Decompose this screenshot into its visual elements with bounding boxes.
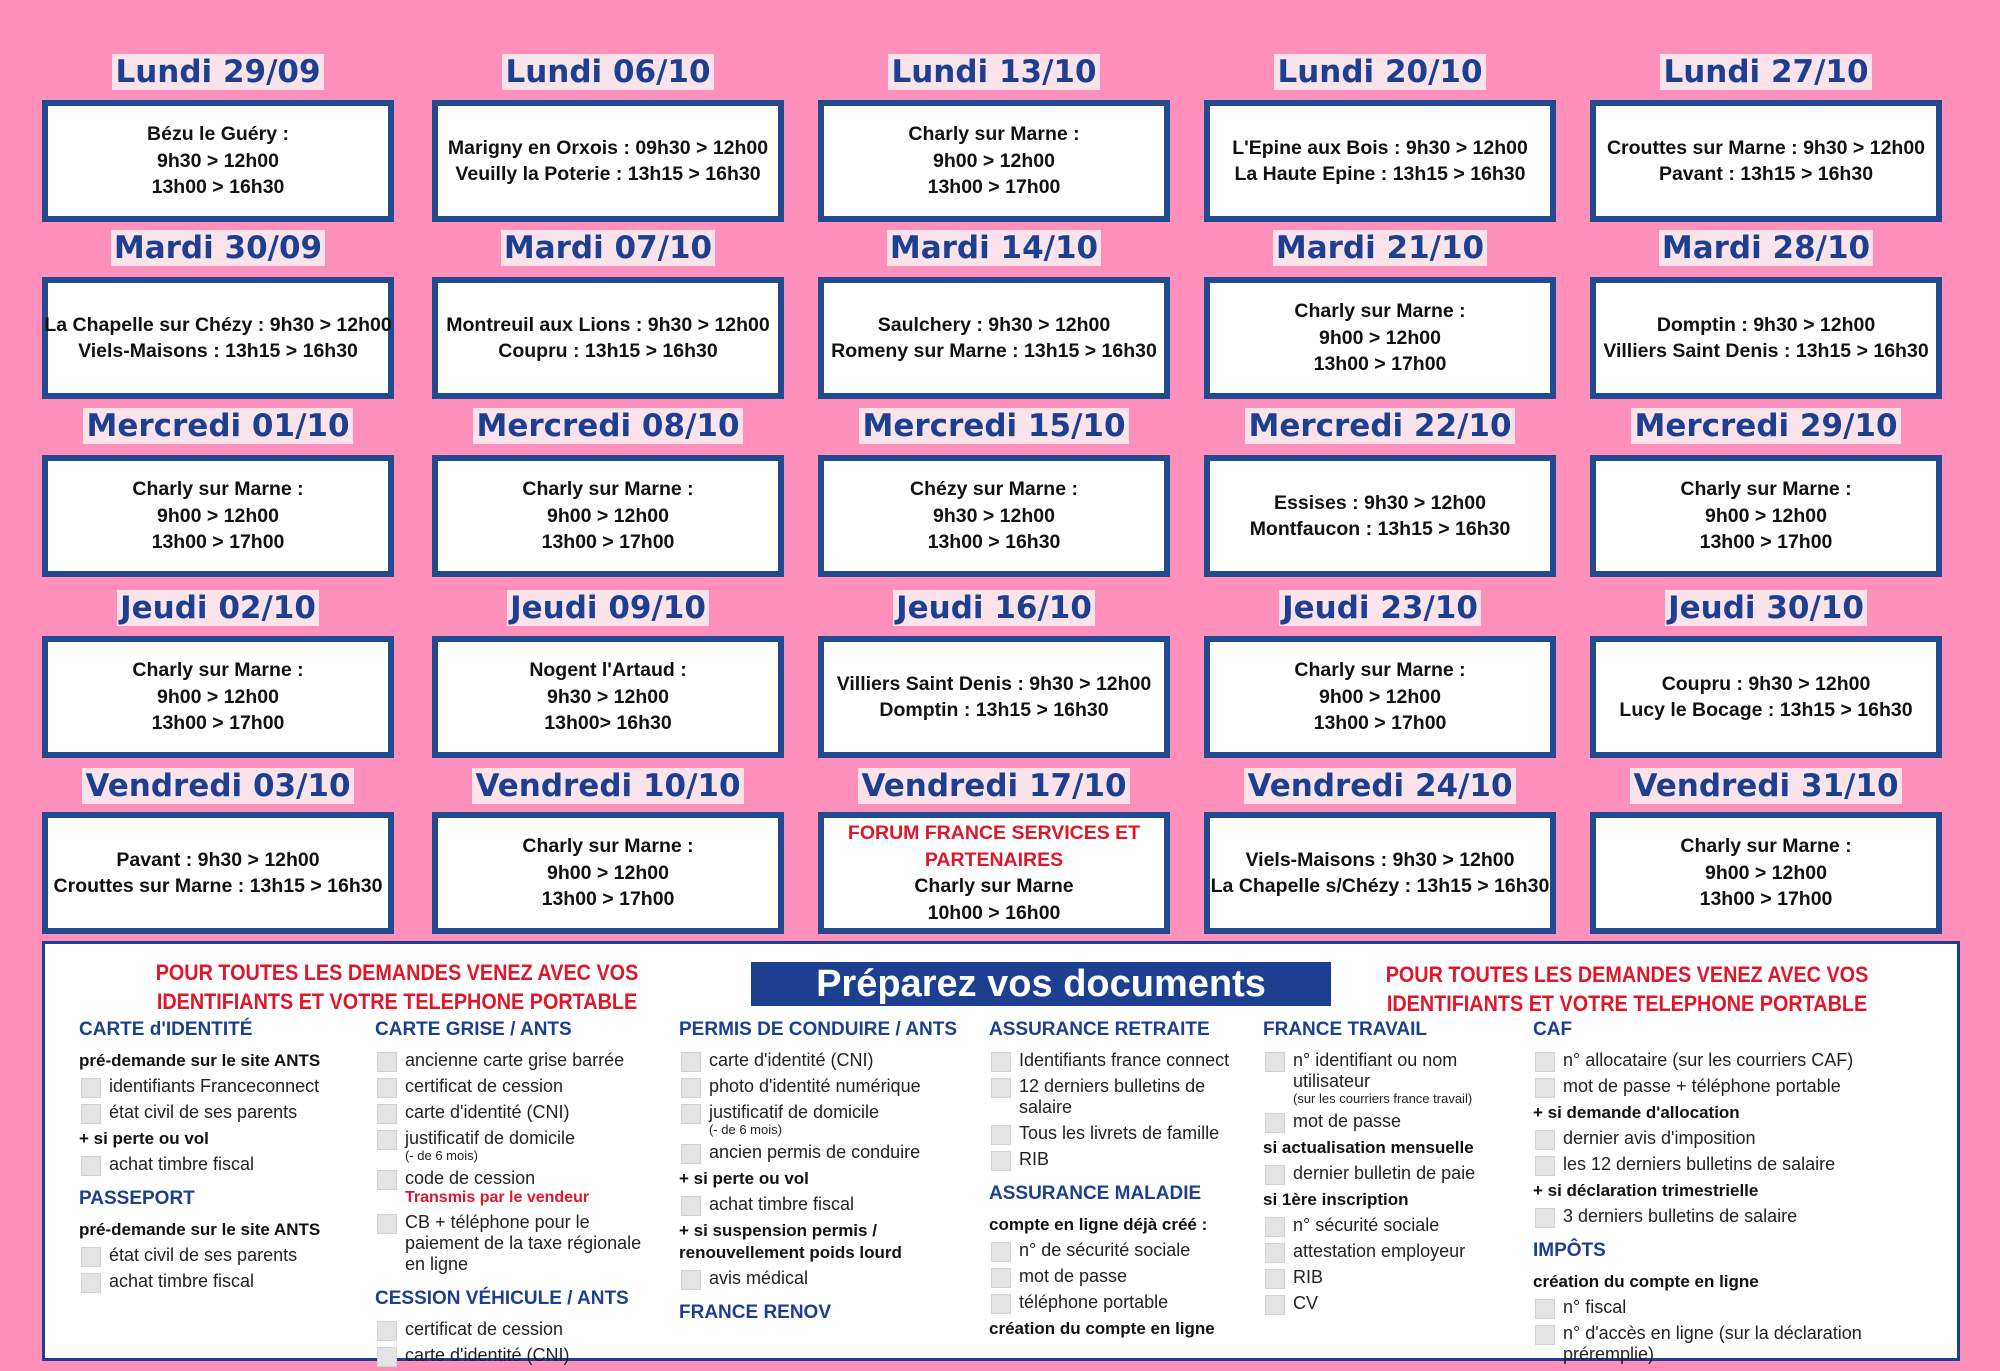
documents-column bbox=[989, 1018, 1259, 1342]
section-title: FRANCE RENOV bbox=[679, 1302, 832, 1323]
checklist-item-label: avis médical bbox=[709, 1268, 809, 1288]
schedule-line: 9h00 > 12h00 bbox=[1319, 685, 1441, 708]
checklist-item-label: justificatif de domicile bbox=[405, 1128, 576, 1148]
section-subtitle: création du compte en ligne bbox=[989, 1319, 1215, 1338]
checklist-item bbox=[79, 1245, 339, 1266]
documents-column bbox=[79, 1018, 339, 1297]
day-label-text: Lundi 27/10 bbox=[1660, 54, 1871, 90]
checklist-item bbox=[679, 1194, 979, 1215]
checklist-item bbox=[375, 1168, 665, 1207]
schedule-box bbox=[1590, 455, 1942, 577]
checklist-item-label: mot de passe bbox=[1019, 1266, 1128, 1286]
day-label bbox=[1204, 588, 1556, 628]
checklist-item-label: Tous les livrets de famille bbox=[1019, 1123, 1220, 1143]
documents-column bbox=[1263, 1018, 1529, 1319]
schedule-line: 13h00 > 17h00 bbox=[1313, 712, 1447, 735]
schedule-line: 13h00 > 16h30 bbox=[927, 531, 1061, 554]
schedule-box bbox=[42, 277, 394, 399]
checklist-item bbox=[1533, 1206, 1953, 1227]
section-title: CARTE d'IDENTITÉ bbox=[79, 1019, 253, 1040]
checklist-item bbox=[679, 1142, 979, 1163]
checklist-item bbox=[989, 1123, 1259, 1144]
checklist-item-label: carte d'identité (CNI) bbox=[709, 1050, 874, 1070]
checklist-item-label: état civil de ses parents bbox=[109, 1102, 298, 1122]
section-subtitle: + si perte ou vol bbox=[679, 1169, 809, 1188]
day-label bbox=[818, 52, 1170, 92]
schedule-box bbox=[432, 455, 784, 577]
section-title: PASSEPORT bbox=[79, 1188, 195, 1209]
day-label bbox=[1204, 766, 1556, 806]
section-title: ASSURANCE RETRAITE bbox=[989, 1019, 1210, 1040]
schedule-line: Romeny sur Marne : 13h15 > 16h30 bbox=[831, 340, 1157, 362]
schedule-box bbox=[1590, 636, 1942, 758]
day-label-text: Vendredi 10/10 bbox=[472, 768, 743, 804]
schedule-line: 9h00 > 12h00 bbox=[157, 685, 279, 708]
checklist-item-label: n° de sécurité sociale bbox=[1019, 1240, 1191, 1260]
checklist-item bbox=[1533, 1297, 1953, 1318]
day-label bbox=[432, 228, 784, 268]
checklist-item-label: état civil de ses parents bbox=[109, 1245, 298, 1265]
checklist-item-label: CV bbox=[1293, 1293, 1319, 1313]
checklist-item bbox=[1263, 1215, 1529, 1236]
schedule-box bbox=[1590, 812, 1942, 934]
checklist-item bbox=[1533, 1323, 1953, 1365]
schedule-line: 9h00 > 12h00 bbox=[547, 504, 669, 527]
schedule-line: La Haute Epine : 13h15 > 16h30 bbox=[1234, 163, 1526, 185]
schedule-box bbox=[818, 277, 1170, 399]
checklist-item bbox=[79, 1102, 339, 1123]
checklist-item-label: photo d'identité numérique bbox=[709, 1076, 921, 1096]
schedule-line: Viels-Maisons : 13h15 > 16h30 bbox=[78, 340, 358, 362]
schedule-line: Villiers Saint Denis : 13h15 > 16h30 bbox=[1603, 340, 1929, 362]
schedule-box bbox=[432, 812, 784, 934]
schedule-line: Chézy sur Marne : bbox=[910, 478, 1078, 501]
schedule-line: Charly sur Marne : bbox=[522, 835, 694, 858]
schedule-box bbox=[1590, 277, 1942, 399]
schedule-line: 13h00 > 16h30 bbox=[151, 176, 285, 199]
day-label bbox=[42, 52, 394, 92]
checklist-item bbox=[1263, 1241, 1529, 1262]
schedule-line: Charly sur Marne : bbox=[1294, 300, 1466, 323]
checklist-item-label: dernier bulletin de paie bbox=[1293, 1163, 1476, 1183]
schedule-line: Essises : 9h30 > 12h00 bbox=[1274, 491, 1486, 514]
checklist-item-label: carte d'identité (CNI) bbox=[405, 1102, 570, 1122]
checklist-item-label: 12 derniers bulletins de salaire bbox=[1019, 1076, 1206, 1117]
schedule-line: Charly sur Marne : bbox=[522, 478, 694, 501]
day-label bbox=[432, 766, 784, 806]
section-subtitle: + si suspension permis / renouvellement poids lourd bbox=[679, 1221, 902, 1262]
section-subtitle: création du compte en ligne bbox=[1533, 1272, 1759, 1291]
schedule-line: Coupru : 13h15 > 16h30 bbox=[498, 340, 718, 362]
schedule-line: 9h30 > 12h00 bbox=[157, 149, 279, 172]
day-label bbox=[432, 588, 784, 628]
checklist-item-label: n° allocataire (sur les courriers CAF) bbox=[1563, 1050, 1854, 1070]
schedule-box bbox=[42, 636, 394, 758]
schedule-box bbox=[1204, 455, 1556, 577]
checklist-item-label: n° identifiant ou nom utilisateur bbox=[1293, 1050, 1458, 1091]
schedule-line: Coupru : 9h30 > 12h00 bbox=[1661, 672, 1871, 695]
day-label-text: Mercredi 15/10 bbox=[859, 408, 1128, 444]
schedule-line: Nogent l'Artaud : bbox=[529, 659, 687, 682]
schedule-line: 9h00 > 12h00 bbox=[547, 861, 669, 884]
schedule-line: 13h00 > 17h00 bbox=[927, 176, 1061, 199]
headline-right: POUR TOUTES LES DEMANDES VENEZ AVEC VOS IDENTIFIANTS ET VOTRE TELEPHONE PORTABLE bbox=[1385, 962, 1869, 1016]
checklist-item bbox=[989, 1050, 1259, 1071]
schedule-line: 13h00 > 17h00 bbox=[1699, 531, 1833, 554]
schedule-box bbox=[818, 636, 1170, 758]
documents-banner: Préparez vos documents bbox=[751, 962, 1331, 1006]
checklist-item-label: CB + téléphone pour le paiement de la taxe régionale en ligne bbox=[405, 1212, 642, 1274]
checklist-item-label: code de cession bbox=[405, 1168, 536, 1188]
schedule-box bbox=[1204, 277, 1556, 399]
checklist-item bbox=[1533, 1050, 1953, 1071]
checklist-item bbox=[1533, 1128, 1953, 1149]
day-label bbox=[818, 588, 1170, 628]
day-label bbox=[1590, 52, 1942, 92]
checklist-item-label: achat timbre fiscal bbox=[109, 1271, 255, 1291]
day-label-text: Mercredi 29/10 bbox=[1631, 408, 1900, 444]
checklist-item-label: les 12 derniers bulletins de salaire bbox=[1563, 1154, 1836, 1174]
checklist-item-label: certificat de cession bbox=[405, 1076, 564, 1096]
schedule-box bbox=[432, 100, 784, 222]
section-subtitle: + si demande d'allocation bbox=[1533, 1103, 1740, 1122]
checklist-item bbox=[79, 1076, 339, 1097]
checklist-item-label: ancienne carte grise barrée bbox=[405, 1050, 625, 1070]
checklist-item bbox=[1263, 1050, 1529, 1106]
day-label-text: Mardi 07/10 bbox=[501, 230, 715, 266]
schedule-line: 9h30 > 12h00 bbox=[933, 504, 1055, 527]
section-title: CAF bbox=[1533, 1019, 1573, 1040]
section-subtitle: + si perte ou vol bbox=[79, 1129, 209, 1148]
checklist-item bbox=[79, 1271, 339, 1292]
checklist-item-label: carte d'identité (CNI) bbox=[405, 1345, 570, 1365]
schedule-line: Pavant : 13h15 > 16h30 bbox=[1658, 163, 1874, 185]
day-label bbox=[1590, 588, 1942, 628]
day-label bbox=[42, 406, 394, 446]
checklist-item-label: achat timbre fiscal bbox=[109, 1154, 255, 1174]
day-label-text: Mercredi 22/10 bbox=[1245, 408, 1514, 444]
checklist-item-label: certificat de cession bbox=[405, 1319, 564, 1339]
schedule-line: Villiers Saint Denis : 9h30 > 12h00 bbox=[836, 672, 1152, 695]
schedule-line: 13h00 > 17h00 bbox=[1699, 888, 1833, 911]
schedule-line: 13h00 > 17h00 bbox=[151, 531, 285, 554]
schedule-line: Bézu le Guéry : bbox=[147, 123, 289, 146]
section-title: CESSION VÉHICULE / ANTS bbox=[375, 1288, 629, 1309]
day-label-text: Mardi 21/10 bbox=[1273, 230, 1487, 266]
day-label-text: Mardi 30/09 bbox=[111, 230, 325, 266]
schedule-line: Pavant : 9h30 > 12h00 bbox=[116, 848, 320, 871]
schedule-line: Lucy le Bocage : 13h15 > 16h30 bbox=[1619, 699, 1913, 721]
checklist-item bbox=[375, 1128, 665, 1163]
checklist-item-label: RIB bbox=[1019, 1149, 1050, 1169]
day-label bbox=[42, 588, 394, 628]
schedule-box bbox=[818, 812, 1170, 934]
section-title: PERMIS DE CONDUIRE / ANTS bbox=[679, 1019, 957, 1040]
schedule-line: Viels-Maisons : 9h30 > 12h00 bbox=[1245, 848, 1515, 871]
checklist-item bbox=[1263, 1293, 1529, 1314]
section-title: IMPÔTS bbox=[1533, 1240, 1606, 1261]
checklist-item bbox=[989, 1266, 1259, 1287]
day-label bbox=[42, 228, 394, 268]
section-subtitle: si actualisation mensuelle bbox=[1263, 1138, 1474, 1157]
section-subtitle: compte en ligne déjà créé : bbox=[989, 1215, 1208, 1234]
day-label bbox=[1204, 52, 1556, 92]
day-label-text: Jeudi 02/10 bbox=[117, 590, 319, 626]
schedule-line: Charly sur Marne : bbox=[132, 659, 304, 682]
documents-column bbox=[679, 1018, 979, 1333]
documents-column bbox=[1533, 1018, 1953, 1370]
schedule-line: 13h00 > 17h00 bbox=[541, 888, 675, 911]
checklist-item-label: Identifiants france connect bbox=[1019, 1050, 1230, 1070]
section-title: FRANCE TRAVAIL bbox=[1263, 1019, 1427, 1040]
checklist-item-note: (sur les courriers france travail) bbox=[1293, 1091, 1473, 1106]
day-label-text: Vendredi 24/10 bbox=[1244, 768, 1515, 804]
schedule-line: 9h00 > 12h00 bbox=[157, 504, 279, 527]
checklist-item-label: 3 derniers bulletins de salaire bbox=[1563, 1206, 1798, 1226]
schedule-line: Montreuil aux Lions : 9h30 > 12h00 bbox=[446, 313, 770, 336]
schedule-line: Crouttes sur Marne : 13h15 > 16h30 bbox=[53, 875, 383, 897]
checklist-item-note: (- de 6 mois) bbox=[405, 1148, 478, 1163]
schedule-line: Saulchery : 9h30 > 12h00 bbox=[877, 313, 1111, 336]
schedule-box bbox=[42, 812, 394, 934]
schedule-line: 13h00 > 17h00 bbox=[151, 712, 285, 735]
checklist-item-note: (- de 6 mois) bbox=[709, 1122, 782, 1137]
schedule-line: Charly sur Marne : bbox=[1680, 478, 1852, 501]
schedule-line: Charly sur Marne : bbox=[1294, 659, 1466, 682]
section-title: ASSURANCE MALADIE bbox=[989, 1183, 1202, 1204]
day-label-text: Lundi 13/10 bbox=[888, 54, 1099, 90]
day-label bbox=[1590, 228, 1942, 268]
day-label bbox=[432, 406, 784, 446]
documents-panel bbox=[42, 941, 1960, 1365]
section-title: CARTE GRISE / ANTS bbox=[375, 1019, 572, 1040]
schedule-line: Domptin : 9h30 > 12h00 bbox=[1656, 313, 1876, 336]
checklist-item bbox=[989, 1240, 1259, 1261]
schedule-line: Charly sur Marne : bbox=[1680, 835, 1852, 858]
day-label-text: Jeudi 16/10 bbox=[893, 590, 1095, 626]
schedule-line: 9h00 > 12h00 bbox=[933, 149, 1055, 172]
day-label bbox=[818, 406, 1170, 446]
checklist-item-label: achat timbre fiscal bbox=[709, 1194, 855, 1214]
day-label bbox=[432, 52, 784, 92]
checklist-item bbox=[79, 1154, 339, 1175]
checklist-item-label: attestation employeur bbox=[1293, 1241, 1466, 1261]
schedule-box bbox=[1590, 100, 1942, 222]
schedule-line: Charly sur Marne bbox=[914, 875, 1074, 897]
checklist-item bbox=[679, 1050, 979, 1071]
checklist-item bbox=[1533, 1076, 1953, 1097]
schedule-line: 9h00 > 12h00 bbox=[1705, 504, 1827, 527]
checklist-item-label: n° d'accès en ligne (sur la déclaration préremplie) bbox=[1563, 1323, 1862, 1364]
schedule-box bbox=[1204, 812, 1556, 934]
schedule-line: Charly sur Marne : bbox=[132, 478, 304, 501]
schedule-line: Charly sur Marne : bbox=[908, 123, 1080, 146]
day-label-text: Mercredi 08/10 bbox=[473, 408, 742, 444]
schedule-box bbox=[818, 455, 1170, 577]
checklist-item-label: RIB bbox=[1293, 1267, 1324, 1287]
day-label bbox=[1204, 406, 1556, 446]
day-label bbox=[1590, 406, 1942, 446]
day-label-text: Lundi 06/10 bbox=[502, 54, 713, 90]
checklist-item-label: mot de passe bbox=[1293, 1111, 1402, 1131]
checklist-item bbox=[375, 1050, 665, 1071]
day-label-text: Jeudi 09/10 bbox=[507, 590, 709, 626]
day-label bbox=[1590, 766, 1942, 806]
checklist-item bbox=[679, 1102, 979, 1137]
day-label-text: Vendredi 17/10 bbox=[858, 768, 1129, 804]
schedule-line: Crouttes sur Marne : 9h30 > 12h00 bbox=[1606, 136, 1926, 159]
schedule-line: L'Epine aux Bois : 9h30 > 12h00 bbox=[1232, 136, 1528, 159]
day-label-text: Mardi 28/10 bbox=[1659, 230, 1873, 266]
schedule-line: La Chapelle sur Chézy : 9h30 > 12h00 bbox=[44, 313, 392, 336]
documents-column bbox=[375, 1018, 665, 1371]
schedule-line: La Chapelle s/Chézy : 13h15 > 16h30 bbox=[1210, 875, 1550, 897]
checklist-item-label: n° fiscal bbox=[1563, 1297, 1627, 1317]
section-subtitle: + si déclaration trimestrielle bbox=[1533, 1181, 1759, 1200]
checklist-item-label: dernier avis d'imposition bbox=[1563, 1128, 1756, 1148]
checklist-item-label: justificatif de domicile bbox=[709, 1102, 880, 1122]
checklist-item-label: n° sécurité sociale bbox=[1293, 1215, 1440, 1235]
section-subtitle: pré-demande sur le site ANTS bbox=[79, 1051, 321, 1070]
schedule-line: 9h00 > 12h00 bbox=[1705, 861, 1827, 884]
checklist-item bbox=[1263, 1163, 1529, 1184]
schedule-line: Marigny en Orxois : 09h30 > 12h00 bbox=[447, 136, 769, 159]
schedule-box bbox=[818, 100, 1170, 222]
checklist-item bbox=[1263, 1267, 1529, 1288]
checklist-item-label: identifiants Franceconnect bbox=[109, 1076, 320, 1096]
schedule-box bbox=[1204, 100, 1556, 222]
section-subtitle: pré-demande sur le site ANTS bbox=[79, 1220, 321, 1239]
checklist-item bbox=[989, 1149, 1259, 1170]
checklist-item bbox=[989, 1076, 1259, 1118]
schedule-line: 10h00 > 16h00 bbox=[927, 901, 1061, 924]
schedule-box bbox=[42, 100, 394, 222]
event-title-line: FORUM FRANCE SERVICES ET bbox=[847, 822, 1141, 844]
section-subtitle: si 1ère inscription bbox=[1263, 1190, 1409, 1209]
schedule-line: Montfaucon : 13h15 > 16h30 bbox=[1249, 518, 1511, 540]
schedule-line: 13h00> 16h30 bbox=[544, 712, 672, 735]
checklist-item bbox=[1533, 1154, 1953, 1175]
day-label-text: Vendredi 03/10 bbox=[82, 768, 353, 804]
event-title-line: PARTENAIRES bbox=[924, 848, 1064, 871]
schedule-line: Domptin : 13h15 > 16h30 bbox=[879, 699, 1109, 721]
checklist-item-label: mot de passe + téléphone portable bbox=[1563, 1076, 1841, 1096]
checklist-item-label: téléphone portable bbox=[1019, 1292, 1169, 1312]
schedule-box bbox=[42, 455, 394, 577]
checklist-item bbox=[679, 1268, 979, 1289]
day-label-text: Jeudi 30/10 bbox=[1665, 590, 1867, 626]
headline-left: POUR TOUTES LES DEMANDES VENEZ AVEC VOS IDENTIFIANTS ET VOTRE TELEPHONE PORTABLE bbox=[155, 960, 639, 1014]
day-label bbox=[818, 766, 1170, 806]
checklist-item bbox=[375, 1345, 665, 1366]
schedule-box bbox=[432, 636, 784, 758]
checklist-item-label: ancien permis de conduire bbox=[709, 1142, 921, 1162]
checklist-item bbox=[375, 1212, 665, 1275]
checklist-item bbox=[989, 1292, 1259, 1313]
day-label-text: Jeudi 23/10 bbox=[1279, 590, 1481, 626]
day-label-text: Mercredi 01/10 bbox=[83, 408, 352, 444]
schedule-line: 9h00 > 12h00 bbox=[1319, 326, 1441, 349]
checklist-item bbox=[1263, 1111, 1529, 1132]
day-label-text: Lundi 29/09 bbox=[112, 54, 323, 90]
day-label bbox=[42, 766, 394, 806]
day-label bbox=[818, 228, 1170, 268]
schedule-box bbox=[432, 277, 784, 399]
checklist-item-warning: Transmis par le vendeur bbox=[405, 1189, 590, 1206]
checklist-item bbox=[375, 1319, 665, 1340]
day-label bbox=[1204, 228, 1556, 268]
schedule-line: 9h30 > 12h00 bbox=[547, 685, 669, 708]
checklist-item bbox=[375, 1076, 665, 1097]
day-label-text: Lundi 20/10 bbox=[1274, 54, 1485, 90]
checklist-item bbox=[375, 1102, 665, 1123]
schedule-box bbox=[1204, 636, 1556, 758]
schedule-line: 13h00 > 17h00 bbox=[1313, 353, 1447, 376]
schedule-line: 13h00 > 17h00 bbox=[541, 531, 675, 554]
day-label-text: Mardi 14/10 bbox=[887, 230, 1101, 266]
checklist-item bbox=[679, 1076, 979, 1097]
schedule-line: Veuilly la Poterie : 13h15 > 16h30 bbox=[455, 163, 761, 185]
day-label-text: Vendredi 31/10 bbox=[1630, 768, 1901, 804]
